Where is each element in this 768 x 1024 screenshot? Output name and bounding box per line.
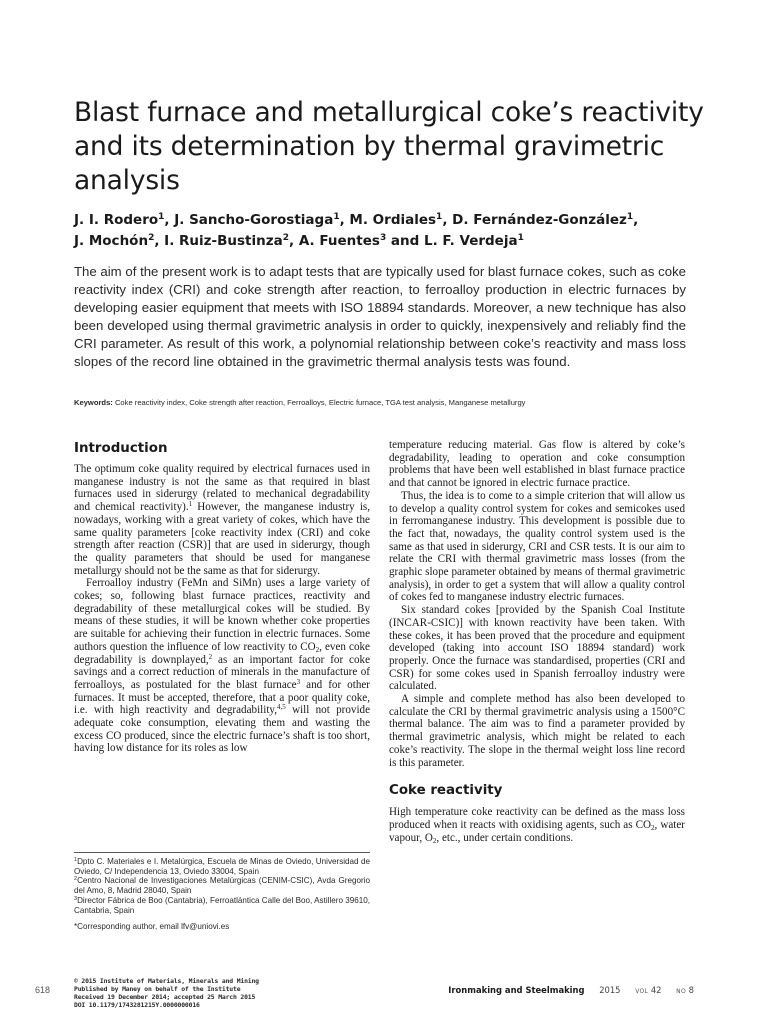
intro-paragraph-6: A simple and complete method has also been developed to calculate the CRI by thermal gravimetric analysis using a 1500°C thermal balance. The aim was to find a parameter provided by thermal gravimetric analysis, which might be related to each coke’s reactivity. The slope in the thermal weight loss line record is this parameter. xyxy=(389,693,685,769)
section-heading-coke-reactivity: Coke reactivity xyxy=(389,783,503,799)
author-affiliation-mark: 1 xyxy=(158,212,165,222)
copyright-line: Received 19 December 2014; accepted 25 March 2015 xyxy=(74,993,256,1002)
affiliation-item: $^1$Dpto C. Materiales e I. Metalúrgica, Escuela de Minas de Oviedo, Universidad de Oviedo, C/ Independencia 13, Oviedo 33004, Spain xyxy=(74,857,370,876)
intro-paragraph-2: Ferroalloy industry (FeMn and SiMn) uses a large variety of cokes; so, following blast furnace practices, reactivity and degradability of these metallurgical cokes will be studied. By means of these studies, it will be known whether coke properties are suitable for achieving their function in electric furnaces. Some authors question the influence of low reactivity to $CO_2$, even coke degradability is downplayed,$^2$ as an important factor for coke savings and a correct reduction of minerals in the manufacture of ferroalloys, as postulated for the blast furnace$^3$ and for other furnaces. It must be accepted, therefore, that a poor quality coke, i.e. with high reactivity and degradability,$^{4,5}$ will not provide adequate coke consumption, elevating them and wasting the excess CO produced, since the electric furnace’s shaft is too short, having low distance for its roles as low xyxy=(74,577,370,755)
journal-name: Ironmaking and Steelmaking xyxy=(448,985,585,995)
affiliation-item: $^2$Centro Nacional de Investigaciones Metalúrgicas (CENIM-CSIC), Avda Gregorio del Amo, 8, Madrid 28040, Spain xyxy=(74,876,370,896)
author-name: D. Fernández-González xyxy=(452,212,627,228)
right-column xyxy=(389,439,685,844)
affiliations xyxy=(74,857,370,932)
copyright-line: © 2015 Institute of Materials, Minerals and Mining xyxy=(74,977,259,985)
copyright-line: Published by Maney on behalf of the Institute xyxy=(74,985,241,994)
page-number: 618 xyxy=(35,985,51,995)
intro-paragraph-3: temperature reducing material. Gas flow is altered by coke’s degradability, leading to operation and coke consumption problems that have been well established in blast furnace practice and that cannot be ignored in electric furnace practice. xyxy=(389,439,685,490)
author-affiliation-mark: 3 xyxy=(379,233,387,243)
author-name: J. Mochón xyxy=(74,233,149,249)
author-name: L. F. Verdeja xyxy=(424,233,518,249)
author-affiliation-mark: 1 xyxy=(436,212,443,222)
affiliation-item: $^3$Director Fábrica de Boo (Cantabria), Ferroatlántica Calle del Boo, Astillero 39610, Cantabria, Spain xyxy=(74,895,370,915)
author-affiliation-mark: 1 xyxy=(333,212,340,222)
intro-paragraph-1: The optimum coke quality required by electrical furnaces used in manganese industry is not the same as that required in blast furnaces used in siderurgy (related to mechanical degradability and chemical reactivity).$^1$ However, the manganese industry is, nowadays, working with a great variety of cokes, which have the same quality parameters [coke reactivity index (CRI) and coke strength after reaction (CSR)] that are used in siderurgy, though the quality parameters that should be used for manganese metallurgy should not be the same as that for siderurgy. xyxy=(74,463,370,577)
author-name: J. Sancho-Gorostiaga xyxy=(174,212,334,228)
intro-paragraph-5: Six standard cokes [provided by the Spanish Coal Institute (INCAR-CSIC)] with known reactivity have been taken. With these cokes, it has been proved that the procedure and equipment developed (taking into account ISO 18894 standard) work properly. Once the furnace was standardised, properties (CRI and CSR) for some cokes used in Spanish ferroalloy industry were calculated. xyxy=(389,604,685,693)
author-affiliation-mark: 1 xyxy=(626,212,634,222)
issue-number: 8 xyxy=(688,985,694,995)
issue-label: NO xyxy=(676,988,686,995)
copyright-line: DOI 10.1179/1743281215Y.0000000016 xyxy=(74,1001,200,1010)
abstract: The aim of the present work is to adapt tests that are typically used for blast furnace cokes, such as coke reactivity index (CRI) and coke strength after reaction, to ferroalloy production in electric furnaces by developing easier equipment that meets with ISO 18894 standards. Moreover, a new technique has also been developed using thermal gravimetric analysis in order to quickly, inexpensively and reliably find the CRI parameter. As result of this work, a polynomial relationship between coke’s reactivity and mass loss slopes of the record line obtained in the gravimetric thermal analysis tests was found. xyxy=(74,264,686,370)
author-name: I. Ruiz-Bustinza xyxy=(164,233,283,249)
coke-paragraph-1: High temperature coke reactivity can be defined as the mass loss produced when it reacts with oxidising agents, such as $CO_2$, water vapour, $O_2$, etc., under certain conditions. xyxy=(389,806,686,845)
author-affiliation-mark: 1 xyxy=(517,233,524,243)
keywords-label: Keywords: xyxy=(74,398,113,407)
intro-paragraph-4: Thus, the idea is to come to a simple criterion that will allow us to develop a quality control system for cokes and semicokes used in ferromanganese industry. This development is possible due to the fact that, nowadays, the quality control system used is the same as that used in siderurgy, CRI and CSR tests. It is our aim to relate the CRI with thermal gravimetric mass losses (from the graphic slope parameter obtained by means of thermal gravimetric analysis), in order to get a system that will allow a quality control of cokes fed to manganese industry electric furnaces. xyxy=(389,489,685,604)
journal-footer xyxy=(448,985,694,995)
author-name: A. Fuentes xyxy=(298,233,380,249)
author-name: M. Ordiales xyxy=(349,212,437,228)
footnote-divider xyxy=(74,852,370,853)
author-list: J. I. Rodero$^1$, J. Sancho-Gorostiaga$^1$, M. Ordiales$^1$, D. Fernández-González$^1$, J. Mochón$^2$, I. Ruiz-Bustinza$^2$, A. Fuentes$^3$ and L. F. Verdeja$^1$ xyxy=(74,212,639,249)
left-column xyxy=(74,441,370,755)
keywords xyxy=(74,398,714,408)
copyright-block xyxy=(74,977,404,1009)
volume-number: 42 xyxy=(650,985,662,995)
section-heading-introduction: Introduction xyxy=(74,441,168,456)
corresponding-author: *Corresponding author, email lfv@uniovi.es xyxy=(74,922,230,932)
volume-label: VOL xyxy=(635,988,649,995)
journal-year: 2015 xyxy=(599,985,621,995)
keywords-list: Coke reactivity index, Coke strength after reaction, Ferroalloys, Electric furnace, TGA test analysis, Manganese metallurgy xyxy=(114,398,526,407)
author-name: J. I. Rodero xyxy=(74,212,159,228)
article-title: Blast furnace and metallurgical coke’s reactivity and its determination by thermal gravimetric analysis xyxy=(74,97,704,196)
author-affiliation-mark: 2 xyxy=(282,233,289,243)
author-affiliation-mark: 2 xyxy=(148,233,155,243)
